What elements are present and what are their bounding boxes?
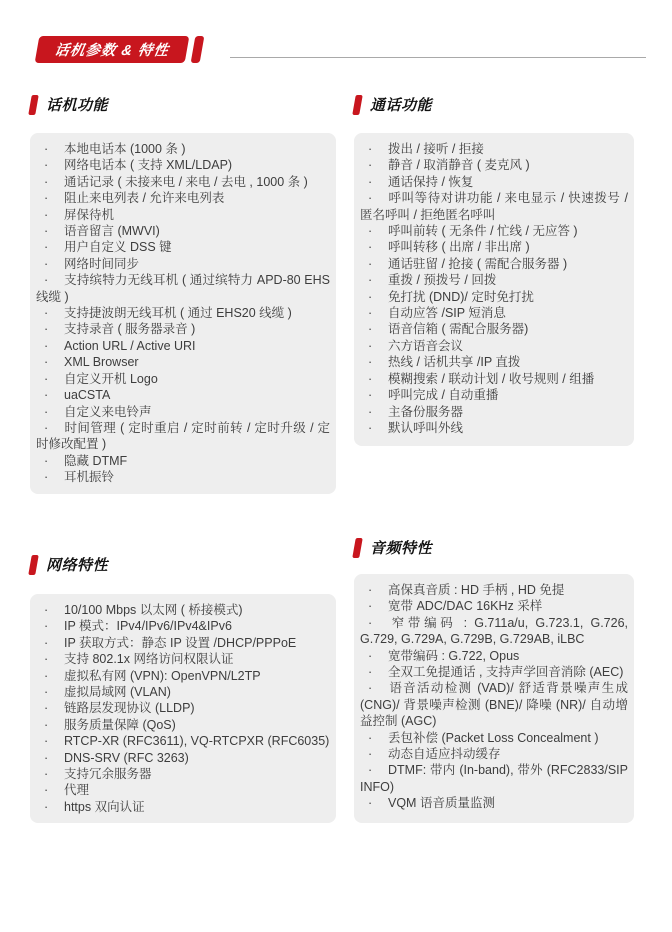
bullet-icon xyxy=(360,338,388,354)
feature-item-text: 窄带编码 : G.711a/u, G.723.1, G.726, G.729, G.729A, G.729B, G.729AB, iLBC xyxy=(360,615,628,647)
bullet-icon xyxy=(36,750,64,766)
feature-item xyxy=(36,354,330,370)
feature-item-text: 服务质量保障 (QoS) xyxy=(64,717,176,732)
feature-item-text: https 双向认证 xyxy=(64,799,145,814)
bullet-icon xyxy=(36,602,64,618)
feature-item xyxy=(36,207,330,223)
feature-list xyxy=(354,133,634,446)
feature-item xyxy=(360,730,628,746)
bullet-icon xyxy=(36,453,64,469)
feature-item xyxy=(36,717,330,733)
feature-item-text: 虚拟私有网 (VPN): OpenVPN/L2TP xyxy=(64,668,261,683)
feature-item-text: 动态自适应抖动缓存 xyxy=(388,747,501,762)
feature-item xyxy=(360,239,628,255)
feature-item xyxy=(360,746,628,762)
feature-item xyxy=(36,684,330,700)
feature-item xyxy=(36,387,330,403)
feature-item xyxy=(36,190,330,206)
feature-item xyxy=(360,190,628,223)
bullet-icon xyxy=(360,664,388,680)
feature-item xyxy=(36,635,330,651)
feature-item-text: 支持缤特力无线耳机 ( 通过缤特力 APD-80 EHS 线缆 ) xyxy=(36,273,330,304)
feature-list xyxy=(354,574,634,823)
bullet-icon xyxy=(360,680,388,696)
feature-item-text: DNS-SRV (RFC 3263) xyxy=(64,750,189,765)
feature-item xyxy=(360,371,628,387)
bullet-icon xyxy=(360,420,388,436)
bullet-icon xyxy=(360,615,388,631)
feature-item xyxy=(36,371,330,387)
feature-item xyxy=(36,338,330,354)
section-marker-bar xyxy=(28,95,39,115)
bullet-icon xyxy=(36,684,64,700)
section-phone-features xyxy=(30,94,336,494)
feature-list xyxy=(30,133,336,494)
feature-item-text: 呼叫完成 / 自动重播 xyxy=(388,388,499,403)
feature-item-text: 重拨 / 预拨号 / 回拨 xyxy=(388,273,497,288)
feature-list xyxy=(30,594,336,823)
section-title: 网络特性 xyxy=(46,557,109,574)
feature-item xyxy=(360,648,628,664)
feature-item-text: 支持冗余服务器 xyxy=(64,767,152,782)
bullet-icon xyxy=(36,717,64,733)
bullet-icon xyxy=(360,223,388,239)
feature-item xyxy=(36,799,330,815)
feature-item-text: DTMF: 带内 (In-band), 带外 (RFC2833/SIP INFO) xyxy=(360,763,628,794)
section-header xyxy=(30,94,336,115)
feature-item-text: 呼叫前转 ( 无条件 / 忙线 / 无应答 ) xyxy=(388,224,578,239)
section-header xyxy=(354,94,634,115)
bullet-icon xyxy=(36,157,64,173)
feature-item-text: XML Browser xyxy=(64,355,139,370)
section-marker-bar xyxy=(352,95,363,115)
bullet-icon xyxy=(36,733,64,749)
feature-item xyxy=(360,404,628,420)
feature-item-text: 热线 / 话机共享 /IP 直拨 xyxy=(388,355,521,370)
feature-item xyxy=(36,618,330,634)
bullet-icon xyxy=(36,700,64,716)
feature-item-text: 呼叫转移 ( 出席 / 非出席 ) xyxy=(388,240,530,255)
bullet-icon xyxy=(360,305,388,321)
feature-item-text: 宽带编码 : G.722, Opus xyxy=(388,648,520,663)
feature-item-text: 本地电话本 (1000 条 ) xyxy=(64,142,186,156)
bullet-icon xyxy=(36,404,64,420)
bullet-icon xyxy=(360,730,388,746)
feature-item-text: 虚拟局域网 (VLAN) xyxy=(64,685,171,700)
bullet-icon xyxy=(360,387,388,403)
feature-item xyxy=(36,404,330,420)
feature-item-text: 通话驻留 / 抢接 ( 需配合服务器 ) xyxy=(388,256,568,271)
feature-item xyxy=(360,582,628,598)
feature-item xyxy=(36,141,330,157)
bullet-icon xyxy=(36,207,64,223)
bullet-icon xyxy=(360,239,388,255)
feature-item xyxy=(36,420,330,453)
bullet-icon xyxy=(360,404,388,420)
feature-item-text: 拨出 / 接听 / 拒接 xyxy=(388,142,484,156)
section-call-features xyxy=(354,94,634,446)
feature-item xyxy=(36,321,330,337)
bullet-icon xyxy=(36,635,64,651)
section-marker-bar xyxy=(352,538,363,558)
feature-item-text: 支持录音 ( 服务器录音 ) xyxy=(64,322,196,337)
bullet-icon xyxy=(36,239,64,255)
bullet-icon xyxy=(36,766,64,782)
bullet-icon xyxy=(36,321,64,337)
feature-item-text: 链路层发现协议 (LLDP) xyxy=(64,701,195,716)
feature-item xyxy=(36,668,330,684)
feature-item xyxy=(36,469,330,485)
bullet-icon xyxy=(36,223,64,239)
bullet-icon xyxy=(360,272,388,288)
feature-item xyxy=(36,733,330,749)
feature-item xyxy=(360,354,628,370)
feature-item xyxy=(36,453,330,469)
bullet-icon xyxy=(36,338,64,354)
feature-item-text: RTCP-XR (RFC3611), VQ-RTCPXR (RFC6035) xyxy=(64,734,330,749)
feature-item-text: 自动应答 /SIP 短消息 xyxy=(388,306,506,321)
feature-item-text: 静音 / 取消静音 ( 麦克风 ) xyxy=(388,158,530,173)
feature-item-text: 网络电话本 ( 支持 XML/LDAP) xyxy=(64,158,233,173)
feature-item-text: 耳机振铃 xyxy=(64,470,115,485)
feature-item xyxy=(36,272,330,305)
feature-item-text: 模糊搜索 / 联动计划 / 收号规则 / 组播 xyxy=(388,371,595,386)
bullet-icon xyxy=(360,648,388,664)
bullet-icon xyxy=(36,469,64,485)
bullet-icon xyxy=(360,746,388,762)
header-rule xyxy=(230,57,646,58)
bullet-icon xyxy=(36,272,64,288)
feature-item-text: 支持 802.1x 网络访问权限认证 xyxy=(64,652,234,667)
feature-item xyxy=(360,338,628,354)
section-audio-features xyxy=(354,537,634,823)
page-title: 话机参数 & 特性 xyxy=(53,43,171,59)
feature-item xyxy=(360,223,628,239)
bullet-icon xyxy=(360,141,388,157)
bullet-icon xyxy=(360,762,388,778)
section-marker-bar xyxy=(28,555,39,575)
feature-item xyxy=(36,602,330,618)
feature-item-text: IP 获取方式：静态 IP 设置 /DHCP/PPPoE xyxy=(64,635,297,650)
feature-item xyxy=(360,157,628,173)
feature-item xyxy=(36,750,330,766)
feature-item xyxy=(360,141,628,157)
bullet-icon xyxy=(36,190,64,206)
feature-item xyxy=(360,615,628,648)
feature-item-text: 六方语音会议 xyxy=(388,338,464,353)
feature-item xyxy=(360,272,628,288)
bullet-icon xyxy=(36,799,64,815)
feature-item xyxy=(360,795,628,811)
feature-item-text: 免打扰 (DND)/ 定时免打扰 xyxy=(388,289,534,304)
bullet-icon xyxy=(36,371,64,387)
feature-item-text: 自定义开机 Logo xyxy=(64,371,158,386)
bullet-icon xyxy=(36,305,64,321)
bullet-icon xyxy=(36,668,64,684)
feature-item xyxy=(360,598,628,614)
bullet-icon xyxy=(360,371,388,387)
bullet-icon xyxy=(360,289,388,305)
feature-item-text: IP 模式：IPv4/IPv6/IPv4&IPv6 xyxy=(64,619,232,634)
feature-item-text: 丢包补偿 (Packet Loss Concealment ) xyxy=(388,730,599,745)
feature-item-text: uaCSTA xyxy=(64,388,111,403)
feature-item xyxy=(36,782,330,798)
feature-item-text: 网络时间同步 xyxy=(64,256,140,271)
feature-item xyxy=(36,157,330,173)
feature-item xyxy=(36,305,330,321)
section-header xyxy=(30,554,336,575)
section-network-features xyxy=(30,554,336,823)
feature-item xyxy=(36,700,330,716)
bullet-icon xyxy=(36,782,64,798)
feature-item-text: 阻止来电列表 / 允许来电列表 xyxy=(64,191,225,206)
feature-item-text: 隐藏 DTMF xyxy=(64,453,128,468)
feature-item-text: 语音信箱 ( 需配合服务器) xyxy=(388,322,529,337)
feature-item xyxy=(360,289,628,305)
bullet-icon xyxy=(360,582,388,598)
feature-item xyxy=(360,174,628,190)
feature-item xyxy=(360,387,628,403)
bullet-icon xyxy=(36,420,64,436)
bullet-icon xyxy=(360,157,388,173)
feature-item-text: 通话保持 / 恢复 xyxy=(388,174,474,189)
feature-item-text: 代理 xyxy=(64,783,90,798)
section-title: 话机功能 xyxy=(46,97,109,114)
feature-item xyxy=(36,766,330,782)
feature-item-text: 默认呼叫外线 xyxy=(388,420,464,435)
feature-item-text: 语音活动检测 (VAD)/ 舒适背景噪声生成 (CNG)/ 背景噪声检测 (BNE)/ 降噪 (NR)/ 自动增益控制 (AGC) xyxy=(360,681,628,729)
banner-tail-bar xyxy=(191,36,205,63)
bullet-icon xyxy=(36,141,64,157)
bullet-icon xyxy=(36,174,64,190)
feature-item-text: 主备份服务器 xyxy=(388,404,464,419)
bullet-icon xyxy=(360,321,388,337)
bullet-icon xyxy=(36,618,64,634)
bullet-icon xyxy=(36,256,64,272)
feature-item-text: 通话记录 ( 未接来电 / 来电 / 去电 , 1000 条 ) xyxy=(64,174,308,189)
feature-item xyxy=(36,651,330,667)
feature-item xyxy=(36,174,330,190)
bullet-icon xyxy=(360,598,388,614)
feature-item-text: VQM 语音质量监测 xyxy=(388,796,495,811)
bullet-icon xyxy=(360,174,388,190)
feature-item xyxy=(360,762,628,795)
feature-item-text: 自定义来电铃声 xyxy=(64,404,152,419)
feature-item-text: 高保真音质 : HD 手柄 , HD 免提 xyxy=(388,583,565,597)
feature-item-text: Action URL / Active URI xyxy=(64,338,196,353)
bullet-icon xyxy=(36,354,64,370)
feature-item-text: 屏保待机 xyxy=(64,207,115,222)
section-header xyxy=(354,537,634,558)
section-title: 音频特性 xyxy=(370,540,433,557)
feature-item-text: 呼叫等待对讲功能 / 来电显示 / 快速拨号 / 匿名呼叫 / 拒绝匿名呼叫 xyxy=(360,191,628,222)
feature-item xyxy=(360,420,628,436)
feature-item xyxy=(360,680,628,729)
bullet-icon xyxy=(360,795,388,811)
feature-item-text: 时间管理 ( 定时重启 / 定时前转 / 定时升级 / 定时修改配置 ) xyxy=(36,420,330,452)
bullet-icon xyxy=(360,256,388,272)
feature-item xyxy=(36,239,330,255)
bullet-icon xyxy=(36,387,64,403)
feature-item-text: 宽带 ADC/DAC 16KHz 采样 xyxy=(388,599,543,614)
bullet-icon xyxy=(360,354,388,370)
feature-item xyxy=(36,256,330,272)
bullet-icon xyxy=(360,190,388,206)
feature-item-text: 10/100 Mbps 以太网 ( 桥接模式) xyxy=(64,603,243,617)
section-title: 通话功能 xyxy=(370,97,433,114)
feature-item xyxy=(360,305,628,321)
feature-item-text: 用户自定义 DSS 键 xyxy=(64,240,172,255)
feature-item-text: 语音留言 (MWVI) xyxy=(64,224,160,239)
bullet-icon xyxy=(36,651,64,667)
feature-item xyxy=(360,256,628,272)
feature-item xyxy=(360,664,628,680)
feature-item xyxy=(360,321,628,337)
feature-item-text: 支持捷波朗无线耳机 ( 通过 EHS20 线缆 ) xyxy=(64,306,292,321)
feature-item xyxy=(36,223,330,239)
page-banner xyxy=(35,36,190,63)
feature-item-text: 全双工免提通话 , 支持声学回音消除 (AEC) xyxy=(388,665,624,680)
